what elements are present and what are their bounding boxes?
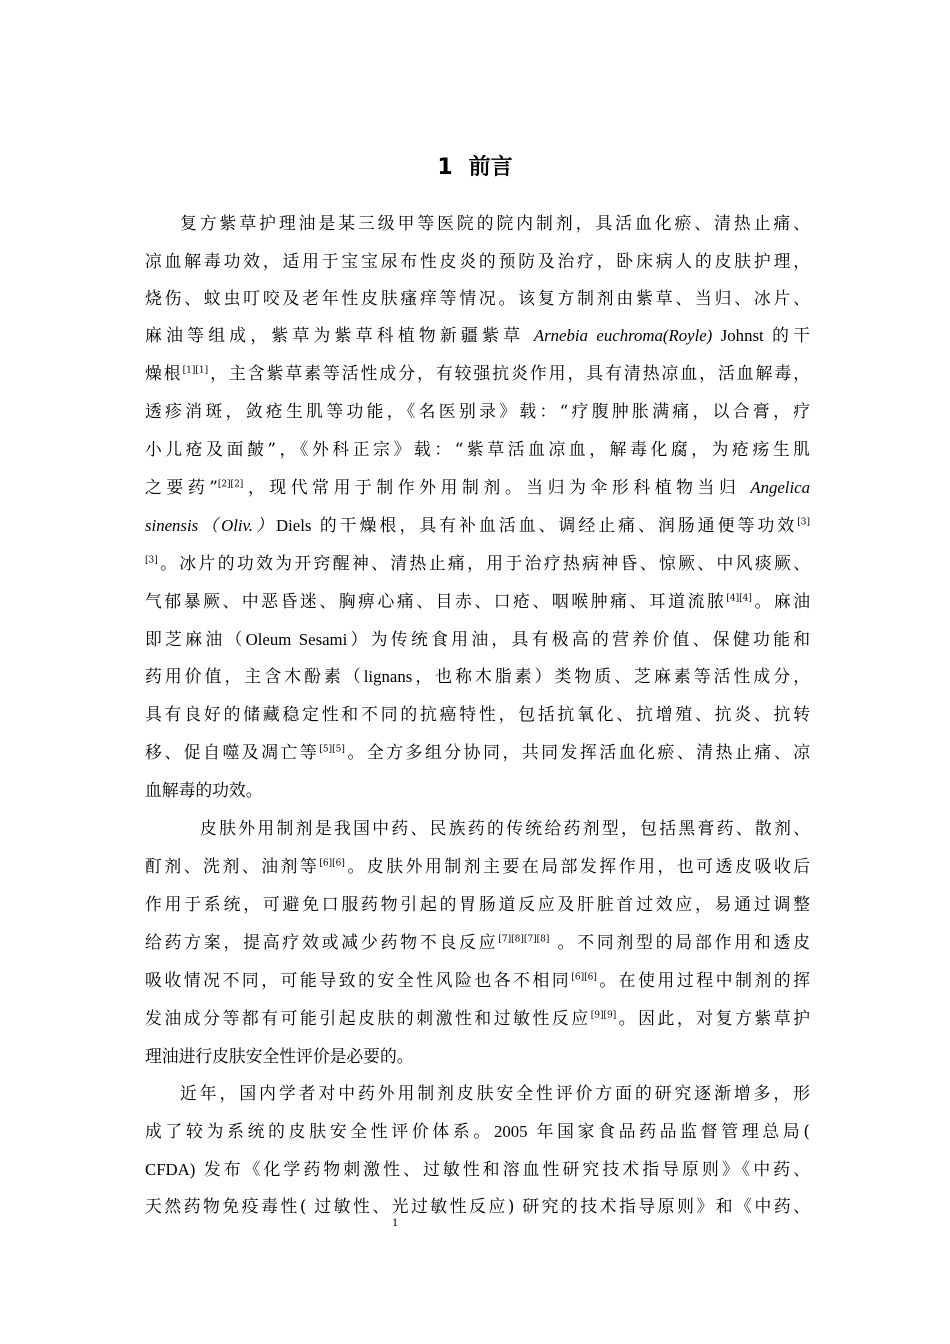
text-run: 近年，国内学者对中药外用制剂皮肤安全性评价方面的研究逐渐增多，形 bbox=[180, 1083, 810, 1103]
text-line bbox=[180, 1080, 810, 1106]
text-run: 天然药物免疫毒性( 过敏性、光过敏性反应) 研究的技术指导原则》和《中药、 bbox=[145, 1196, 810, 1216]
text-run: ，主含紫草素等活性成分，有较强抗炎作用，具有清热凉血，活血解毒， bbox=[208, 363, 810, 383]
text-run: 2005 bbox=[493, 1122, 528, 1141]
citation-ref: [7][8][7][8] bbox=[498, 934, 550, 945]
text-run: 凉血解毒功效，适用于宝宝尿布性皮炎的预防及治疗，卧床病人的皮肤护理， bbox=[145, 251, 810, 271]
text-run: 烧伤、蚊虫叮咬及老年性皮肤瘙痒等情况。该复方制剂由紫草、当归、冰片、 bbox=[145, 288, 810, 308]
text-line bbox=[145, 474, 810, 500]
text-run: 。冰片的功效为开窍醒神、清热止痛，用于治疗热病神昏、惊厥、中风痰厥、 bbox=[157, 553, 810, 573]
text-line bbox=[145, 285, 810, 311]
text-line bbox=[145, 360, 810, 386]
text-run: 作用于系统，可避免口服药物引起的胃肠道反应及肝脏首过效应，易通过调整 bbox=[145, 894, 810, 914]
citation-ref: [5][5] bbox=[319, 744, 345, 755]
text-run: ，现代常用于制作外用制剂。当归为伞形科植物当归 bbox=[243, 477, 751, 497]
text-run: CFDA) bbox=[145, 1160, 196, 1179]
text-run: 。皮肤外用制剂主要在局部发挥作用，也可透皮吸收后 bbox=[344, 856, 810, 876]
text-run: 的干燥根，具有补血活血、调经止痛、润肠通便等功效 bbox=[311, 515, 798, 535]
text-line bbox=[145, 248, 810, 274]
text-run: 理油进行皮肤安全性评价是必要的。 bbox=[145, 1046, 414, 1066]
text-run: 麻油等组成，紫草为紫草科植物新疆紫草 bbox=[145, 325, 534, 345]
text-run: lignans bbox=[363, 667, 413, 686]
text-run: 透疹消斑，敛疮生肌等功能，《名医别录》载：“疗腹肿胀满痛，以合膏，疗 bbox=[145, 401, 810, 421]
text-line bbox=[145, 1043, 810, 1069]
text-run: ）为传统食用油，具有极高的营养价值、保健功能和 bbox=[347, 629, 810, 649]
text-run: 成了较为系统的皮肤安全性评价体系。 bbox=[145, 1121, 494, 1141]
text-run: 移、促自噬及凋亡等 bbox=[145, 742, 320, 762]
text-line bbox=[145, 701, 810, 727]
text-run: 复方紫草护理油是某三级甲等医院的院内制剂，具活血化瘀、清热止痛、 bbox=[180, 213, 810, 233]
text-run: 酊剂、洗剂、油剂等 bbox=[145, 856, 320, 876]
text-line bbox=[145, 777, 810, 803]
citation-ref: [3] bbox=[797, 517, 810, 528]
text-run: Oleum Sesami bbox=[245, 630, 348, 649]
text-line bbox=[145, 512, 810, 538]
text-run: 。麻油 bbox=[751, 591, 810, 611]
text-line bbox=[145, 550, 810, 576]
citation-ref: [4][4] bbox=[726, 593, 752, 604]
citation-ref: [6][6] bbox=[571, 972, 597, 983]
text-line bbox=[145, 626, 810, 652]
citation-ref: [9][9] bbox=[590, 1010, 617, 1021]
text-run: Angelica bbox=[750, 478, 810, 497]
section-heading bbox=[0, 150, 950, 186]
text-line bbox=[200, 815, 810, 841]
text-line bbox=[145, 1118, 810, 1144]
text-run: 吸收情况不同，可能导致的安全性风险也各不相同 bbox=[145, 970, 572, 990]
text-run: 。在使用过程中制剂的挥 bbox=[596, 970, 810, 990]
text-line bbox=[145, 663, 810, 689]
text-run: Arnebia euchroma(Royle) bbox=[533, 326, 713, 345]
text-line bbox=[145, 588, 810, 614]
text-run: 药用价值，主含木酚素（ bbox=[145, 666, 364, 686]
text-line bbox=[145, 967, 810, 993]
text-line bbox=[145, 398, 810, 424]
text-run: 。不同剂型的局部作用和透皮 bbox=[549, 932, 810, 952]
text-run: 。因此，对复方紫草护 bbox=[616, 1008, 810, 1028]
text-run: 即芝麻油（ bbox=[145, 629, 246, 649]
text-run: 小儿疮及面皶”，《外科正宗》载：“紫草活血凉血，解毒化腐，为疮疡生肌 bbox=[145, 439, 810, 459]
text-line bbox=[145, 739, 810, 765]
text-run: 给药方案，提高疗效或减少药物不良反应 bbox=[145, 932, 499, 952]
text-run: 之要药” bbox=[145, 477, 218, 497]
text-line bbox=[145, 853, 810, 879]
text-line bbox=[145, 891, 810, 917]
citation-ref: [2][2] bbox=[217, 479, 244, 490]
citation-ref: [1][1] bbox=[182, 365, 209, 376]
page-number: 1 bbox=[392, 1215, 398, 1229]
text-run: 发油成分等都有可能引起皮肤的刺激性和过敏性反应 bbox=[145, 1008, 591, 1028]
text-line bbox=[145, 1005, 810, 1031]
section-title: 前言 bbox=[468, 155, 513, 180]
text-run: 气郁暴厥、中恶昏迷、胸痹心痛、目赤、口疮、咽喉肿痛、耳道流脓 bbox=[145, 591, 727, 611]
text-run: Johnst 的干 bbox=[712, 326, 810, 345]
citation-ref: [6][6] bbox=[319, 858, 345, 869]
text-line bbox=[180, 210, 810, 236]
citation-ref: [3] bbox=[145, 555, 158, 566]
text-run: Diels bbox=[276, 516, 312, 535]
text-line bbox=[145, 929, 810, 955]
section-number: 1 bbox=[437, 155, 453, 180]
text-run: sinensis（Oliv.） bbox=[145, 516, 276, 535]
text-line bbox=[145, 436, 810, 462]
text-run: 皮肤外用制剂是我国中药、民族药的传统给药剂型，包括黑膏药、散剂、 bbox=[200, 818, 810, 838]
text-run: 年国家食品药品监督管理总局( bbox=[527, 1121, 810, 1141]
text-run: 具有良好的储藏稳定性和不同的抗癌特性，包括抗氧化、抗增殖、抗炎、抗转 bbox=[145, 704, 810, 724]
text-run: 燥根 bbox=[145, 363, 183, 383]
text-run: ，也称木脂素）类物质、芝麻素等活性成分， bbox=[412, 666, 810, 686]
text-run: 血解毒的功效。 bbox=[145, 780, 263, 800]
text-line bbox=[145, 1156, 810, 1182]
text-run: 。全方多组分协同，共同发挥活血化瘀、清热止痛、凉 bbox=[344, 742, 810, 762]
text-line bbox=[145, 322, 810, 348]
text-run: 发布《化学药物刺激性、过敏性和溶血性研究技术指导原则》《中药、 bbox=[195, 1159, 810, 1179]
